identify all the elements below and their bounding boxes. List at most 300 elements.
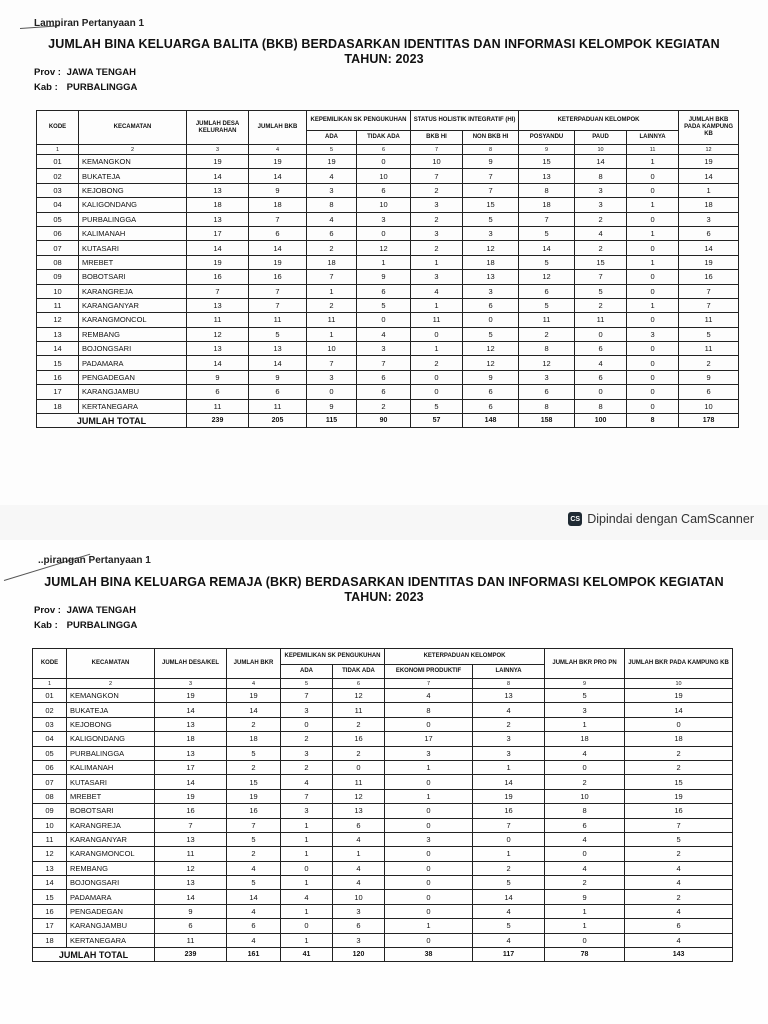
bkr-kab	[34, 620, 137, 631]
bkr-head-jumlah: JUMLAH BKR	[227, 649, 281, 679]
kecamatan-cell: REMBANG	[67, 861, 155, 875]
value-cell: 8	[307, 198, 357, 212]
value-cell: 0	[463, 313, 519, 327]
value-cell: 16	[187, 270, 249, 284]
value-cell: 2	[281, 732, 333, 746]
value-cell: 0	[545, 847, 625, 861]
kecamatan-cell: KARANGREJA	[67, 818, 155, 832]
value-cell: 0	[411, 370, 463, 384]
value-cell: 0	[627, 356, 679, 370]
total-cell: 205	[249, 414, 307, 428]
bkr-head-sk-tidak: TIDAK ADA	[333, 665, 385, 679]
value-cell: 4	[307, 212, 357, 226]
value-cell: 3	[281, 703, 333, 717]
kecamatan-cell: PURBALINGGA	[79, 212, 187, 226]
value-cell: 1	[545, 717, 625, 731]
value-cell: 11	[307, 313, 357, 327]
bkr-head-kode: KODE	[33, 649, 67, 679]
kecamatan-cell: KALIGONDANG	[79, 198, 187, 212]
kode-cell: 18	[33, 933, 67, 947]
value-cell: 0	[385, 804, 473, 818]
value-cell: 7	[249, 284, 307, 298]
value-cell: 3	[281, 746, 333, 760]
value-cell: 17	[187, 226, 249, 240]
value-cell: 1	[307, 284, 357, 298]
kode-cell: 16	[37, 370, 79, 384]
bkb-head-paud: PAUD	[575, 131, 627, 145]
bkb-head-posyandu: POSYANDU	[519, 131, 575, 145]
total-cell: 239	[155, 948, 227, 962]
value-cell: 9	[307, 399, 357, 413]
value-cell: 12	[463, 241, 519, 255]
value-cell: 8	[545, 804, 625, 818]
value-cell: 5	[227, 832, 281, 846]
bkr-column-index: 9	[545, 679, 625, 689]
value-cell: 7	[519, 212, 575, 226]
value-cell: 13	[187, 183, 249, 197]
bkb-column-index: 7	[411, 145, 463, 155]
value-cell: 6	[463, 399, 519, 413]
kecamatan-cell: BUKATEJA	[79, 169, 187, 183]
camscanner-watermark	[568, 512, 754, 526]
value-cell: 19	[227, 789, 281, 803]
value-cell: 18	[155, 732, 227, 746]
value-cell: 3	[627, 327, 679, 341]
value-cell: 2	[545, 775, 625, 789]
value-cell: 5	[625, 832, 733, 846]
table-row	[37, 198, 739, 212]
table-row	[33, 847, 733, 861]
value-cell: 14	[473, 775, 545, 789]
value-cell: 0	[385, 876, 473, 890]
kode-cell: 17	[33, 919, 67, 933]
value-cell: 6	[333, 919, 385, 933]
bkb-head-kode: KODE	[37, 111, 79, 145]
bkr-year: TAHUN: 2023	[344, 590, 424, 604]
kode-cell: 04	[37, 198, 79, 212]
table-row	[33, 919, 733, 933]
value-cell: 12	[463, 342, 519, 356]
value-cell: 14	[679, 169, 739, 183]
value-cell: 7	[575, 270, 627, 284]
bkb-title: JUMLAH BINA KELUARGA BALITA (BKB) BERDASARKAN IDENTITAS DAN INFORMASI KELOMPOK KEGIATAN	[48, 37, 720, 51]
bkb-head-hi: STATUS HOLISTIK INTEGRATIF (HI)	[411, 111, 519, 131]
value-cell: 0	[385, 818, 473, 832]
value-cell: 3	[473, 746, 545, 760]
value-cell: 6	[679, 226, 739, 240]
value-cell: 7	[281, 689, 333, 703]
bkr-title: JUMLAH BINA KELUARGA REMAJA (BKR) BERDASARKAN IDENTITAS DAN INFORMASI KELOMPOK KEGIATAN	[44, 575, 724, 589]
value-cell: 14	[187, 356, 249, 370]
value-cell: 1	[281, 933, 333, 947]
value-cell: 2	[625, 746, 733, 760]
table-row	[37, 155, 739, 169]
value-cell: 2	[519, 327, 575, 341]
table-row	[33, 904, 733, 918]
value-cell: 6	[463, 298, 519, 312]
value-cell: 0	[357, 313, 411, 327]
value-cell: 15	[575, 255, 627, 269]
value-cell: 4	[307, 169, 357, 183]
value-cell: 1	[411, 342, 463, 356]
bkb-kab-label: Kab :	[34, 82, 58, 93]
value-cell: 1	[385, 919, 473, 933]
value-cell: 1	[473, 847, 545, 861]
value-cell: 14	[249, 356, 307, 370]
value-cell: 1	[357, 255, 411, 269]
value-cell: 1	[627, 155, 679, 169]
value-cell: 1	[679, 183, 739, 197]
kecamatan-cell: PENGADEGAN	[79, 370, 187, 384]
value-cell: 6	[249, 385, 307, 399]
kecamatan-cell: KARANGANYAR	[79, 298, 187, 312]
bkb-column-index: 12	[679, 145, 739, 155]
value-cell: 6	[357, 370, 411, 384]
value-cell: 13	[155, 717, 227, 731]
kode-cell: 10	[37, 284, 79, 298]
value-cell: 12	[333, 689, 385, 703]
value-cell: 5	[473, 876, 545, 890]
kecamatan-cell: BOBOTSARI	[79, 270, 187, 284]
kecamatan-cell: BOJONGSARI	[67, 876, 155, 890]
value-cell: 16	[249, 270, 307, 284]
value-cell: 7	[307, 356, 357, 370]
kode-cell: 01	[37, 155, 79, 169]
value-cell: 3	[333, 933, 385, 947]
value-cell: 0	[385, 933, 473, 947]
value-cell: 9	[249, 370, 307, 384]
value-cell: 4	[545, 832, 625, 846]
kode-cell: 13	[33, 861, 67, 875]
value-cell: 12	[187, 327, 249, 341]
value-cell: 6	[519, 284, 575, 298]
value-cell: 14	[227, 703, 281, 717]
value-cell: 0	[575, 327, 627, 341]
value-cell: 13	[187, 298, 249, 312]
value-cell: 8	[575, 169, 627, 183]
value-cell: 15	[625, 775, 733, 789]
bkb-head-hi-non: NON BKB HI	[463, 131, 519, 145]
value-cell: 6	[249, 226, 307, 240]
kode-cell: 02	[33, 703, 67, 717]
value-cell: 7	[187, 284, 249, 298]
kecamatan-cell: PENGADEGAN	[67, 904, 155, 918]
value-cell: 0	[545, 760, 625, 774]
value-cell: 3	[281, 804, 333, 818]
bkr-total-row	[33, 948, 733, 962]
bkr-head-ekonomi: EKONOMI PRODUKTIF	[385, 665, 473, 679]
value-cell: 7	[463, 183, 519, 197]
bkr-kab-value: PURBALINGGA	[66, 620, 138, 631]
value-cell: 3	[385, 832, 473, 846]
value-cell: 4	[473, 703, 545, 717]
value-cell: 0	[627, 399, 679, 413]
kode-cell: 07	[37, 241, 79, 255]
value-cell: 18	[187, 198, 249, 212]
value-cell: 19	[187, 155, 249, 169]
value-cell: 2	[473, 861, 545, 875]
table-row	[37, 226, 739, 240]
value-cell: 1	[281, 876, 333, 890]
value-cell: 6	[575, 342, 627, 356]
value-cell: 3	[575, 198, 627, 212]
kecamatan-cell: KERTANEGARA	[79, 399, 187, 413]
table-row	[33, 717, 733, 731]
value-cell: 1	[281, 818, 333, 832]
value-cell: 2	[575, 298, 627, 312]
kode-cell: 03	[33, 717, 67, 731]
value-cell: 1	[411, 298, 463, 312]
value-cell: 11	[249, 313, 307, 327]
table-row	[33, 804, 733, 818]
bkr-head-pro-pn: JUMLAH BKR PRO PN	[545, 649, 625, 679]
value-cell: 4	[333, 876, 385, 890]
value-cell: 11	[333, 703, 385, 717]
value-cell: 4	[625, 876, 733, 890]
bkb-total-label: JUMLAH TOTAL	[37, 414, 187, 428]
value-cell: 0	[385, 890, 473, 904]
value-cell: 2	[411, 212, 463, 226]
total-cell: 158	[519, 414, 575, 428]
value-cell: 16	[473, 804, 545, 818]
bkr-column-index: 5	[281, 679, 333, 689]
value-cell: 15	[519, 155, 575, 169]
table-row	[33, 832, 733, 846]
bkb-head-kampung: JUMLAH BKB PADA KAMPUNG KB	[679, 111, 739, 145]
table-row	[33, 689, 733, 703]
kode-cell: 08	[33, 789, 67, 803]
value-cell: 4	[357, 327, 411, 341]
value-cell: 6	[463, 385, 519, 399]
value-cell: 1	[333, 847, 385, 861]
bkr-head-lainnya: LAINNYA	[473, 665, 545, 679]
value-cell: 1	[545, 904, 625, 918]
value-cell: 1	[627, 255, 679, 269]
value-cell: 12	[463, 356, 519, 370]
bkb-column-index: 8	[463, 145, 519, 155]
value-cell: 7	[679, 284, 739, 298]
value-cell: 14	[155, 775, 227, 789]
bkr-column-index-row	[33, 679, 733, 689]
value-cell: 8	[575, 399, 627, 413]
value-cell: 7	[249, 298, 307, 312]
value-cell: 4	[575, 226, 627, 240]
value-cell: 10	[307, 342, 357, 356]
value-cell: 0	[627, 342, 679, 356]
value-cell: 3	[307, 183, 357, 197]
value-cell: 0	[545, 933, 625, 947]
value-cell: 5	[411, 399, 463, 413]
value-cell: 11	[679, 313, 739, 327]
value-cell: 10	[545, 789, 625, 803]
bkr-table	[32, 648, 733, 962]
value-cell: 14	[155, 703, 227, 717]
value-cell: 13	[473, 689, 545, 703]
value-cell: 0	[333, 760, 385, 774]
value-cell: 13	[155, 746, 227, 760]
value-cell: 2	[625, 890, 733, 904]
value-cell: 6	[227, 919, 281, 933]
bkb-head-sk-tidak: TIDAK ADA	[357, 131, 411, 145]
bkr-head-kecamatan: KECAMATAN	[67, 649, 155, 679]
value-cell: 14	[625, 703, 733, 717]
value-cell: 0	[627, 313, 679, 327]
value-cell: 18	[545, 732, 625, 746]
kode-cell: 11	[37, 298, 79, 312]
value-cell: 9	[249, 183, 307, 197]
value-cell: 18	[625, 732, 733, 746]
value-cell: 0	[385, 847, 473, 861]
kecamatan-cell: MREBET	[67, 789, 155, 803]
total-cell: 178	[679, 414, 739, 428]
value-cell: 17	[155, 760, 227, 774]
bkr-annex-label: ..pirangan Pertanyaan 1	[38, 555, 151, 566]
value-cell: 5	[227, 876, 281, 890]
value-cell: 14	[679, 241, 739, 255]
table-row	[37, 284, 739, 298]
value-cell: 7	[155, 818, 227, 832]
value-cell: 4	[281, 890, 333, 904]
kecamatan-cell: KARANGREJA	[79, 284, 187, 298]
table-row	[33, 861, 733, 875]
value-cell: 12	[333, 789, 385, 803]
bkb-head-jumlah: JUMLAH BKB	[249, 111, 307, 145]
kecamatan-cell: REMBANG	[79, 327, 187, 341]
value-cell: 3	[679, 212, 739, 226]
table-row	[33, 703, 733, 717]
value-cell: 2	[411, 183, 463, 197]
kode-cell: 11	[33, 832, 67, 846]
value-cell: 11	[333, 775, 385, 789]
value-cell: 1	[281, 847, 333, 861]
kecamatan-cell: BOBOTSARI	[67, 804, 155, 818]
value-cell: 0	[627, 169, 679, 183]
bkb-head-kecamatan: KECAMATAN	[79, 111, 187, 145]
value-cell: 3	[519, 370, 575, 384]
value-cell: 10	[333, 890, 385, 904]
value-cell: 2	[625, 760, 733, 774]
value-cell: 8	[519, 399, 575, 413]
value-cell: 4	[473, 904, 545, 918]
value-cell: 0	[307, 385, 357, 399]
value-cell: 7	[357, 356, 411, 370]
bkb-head-sk-ada: ADA	[307, 131, 357, 145]
kecamatan-cell: KEMANGKON	[67, 689, 155, 703]
table-row	[37, 183, 739, 197]
value-cell: 4	[227, 861, 281, 875]
bkr-column-index: 4	[227, 679, 281, 689]
value-cell: 5	[227, 746, 281, 760]
value-cell: 0	[411, 327, 463, 341]
value-cell: 0	[627, 212, 679, 226]
bkb-head-desa: JUMLAH DESA KELURAHAN	[187, 111, 249, 145]
value-cell: 9	[545, 890, 625, 904]
value-cell: 19	[249, 255, 307, 269]
value-cell: 2	[227, 847, 281, 861]
value-cell: 5	[357, 298, 411, 312]
value-cell: 1	[281, 832, 333, 846]
value-cell: 2	[307, 241, 357, 255]
value-cell: 13	[333, 804, 385, 818]
value-cell: 13	[519, 169, 575, 183]
kode-cell: 09	[37, 270, 79, 284]
camscanner-label: Dipindai dengan CamScanner	[587, 512, 754, 526]
value-cell: 0	[385, 717, 473, 731]
total-cell: 78	[545, 948, 625, 962]
value-cell: 3	[463, 226, 519, 240]
kecamatan-cell: PADAMARA	[67, 890, 155, 904]
value-cell: 4	[227, 904, 281, 918]
value-cell: 13	[155, 832, 227, 846]
kecamatan-cell: BOJONGSARI	[79, 342, 187, 356]
bkr-column-index: 10	[625, 679, 733, 689]
total-cell: 90	[357, 414, 411, 428]
bkr-column-index: 6	[333, 679, 385, 689]
kecamatan-cell: BUKATEJA	[67, 703, 155, 717]
bkr-kab-label: Kab :	[34, 620, 58, 631]
table-row	[33, 732, 733, 746]
value-cell: 13	[463, 270, 519, 284]
value-cell: 0	[473, 832, 545, 846]
total-cell: 148	[463, 414, 519, 428]
value-cell: 2	[625, 847, 733, 861]
value-cell: 0	[411, 385, 463, 399]
bkb-prov	[34, 67, 136, 78]
kode-cell: 12	[37, 313, 79, 327]
value-cell: 4	[625, 904, 733, 918]
kecamatan-cell: KARANGMONCOL	[79, 313, 187, 327]
value-cell: 8	[519, 342, 575, 356]
value-cell: 18	[227, 732, 281, 746]
bkr-column-index: 1	[33, 679, 67, 689]
value-cell: 2	[227, 760, 281, 774]
value-cell: 10	[357, 198, 411, 212]
value-cell: 0	[357, 155, 411, 169]
value-cell: 3	[411, 226, 463, 240]
kode-cell: 16	[33, 904, 67, 918]
value-cell: 18	[307, 255, 357, 269]
value-cell: 1	[545, 919, 625, 933]
value-cell: 3	[385, 746, 473, 760]
kode-cell: 03	[37, 183, 79, 197]
table-row	[37, 356, 739, 370]
value-cell: 14	[227, 890, 281, 904]
table-row	[33, 746, 733, 760]
value-cell: 19	[625, 689, 733, 703]
table-row	[37, 342, 739, 356]
value-cell: 9	[463, 155, 519, 169]
value-cell: 1	[385, 789, 473, 803]
value-cell: 6	[357, 183, 411, 197]
value-cell: 4	[545, 861, 625, 875]
value-cell: 5	[463, 327, 519, 341]
value-cell: 7	[463, 169, 519, 183]
kode-cell: 13	[37, 327, 79, 341]
kecamatan-cell: KEJOBONG	[79, 183, 187, 197]
bkb-column-index: 11	[627, 145, 679, 155]
value-cell: 7	[411, 169, 463, 183]
value-cell: 4	[545, 746, 625, 760]
value-cell: 2	[473, 717, 545, 731]
value-cell: 4	[625, 861, 733, 875]
value-cell: 1	[281, 904, 333, 918]
total-cell: 100	[575, 414, 627, 428]
value-cell: 19	[679, 155, 739, 169]
value-cell: 13	[155, 876, 227, 890]
value-cell: 9	[679, 370, 739, 384]
total-cell: 115	[307, 414, 357, 428]
value-cell: 7	[473, 818, 545, 832]
